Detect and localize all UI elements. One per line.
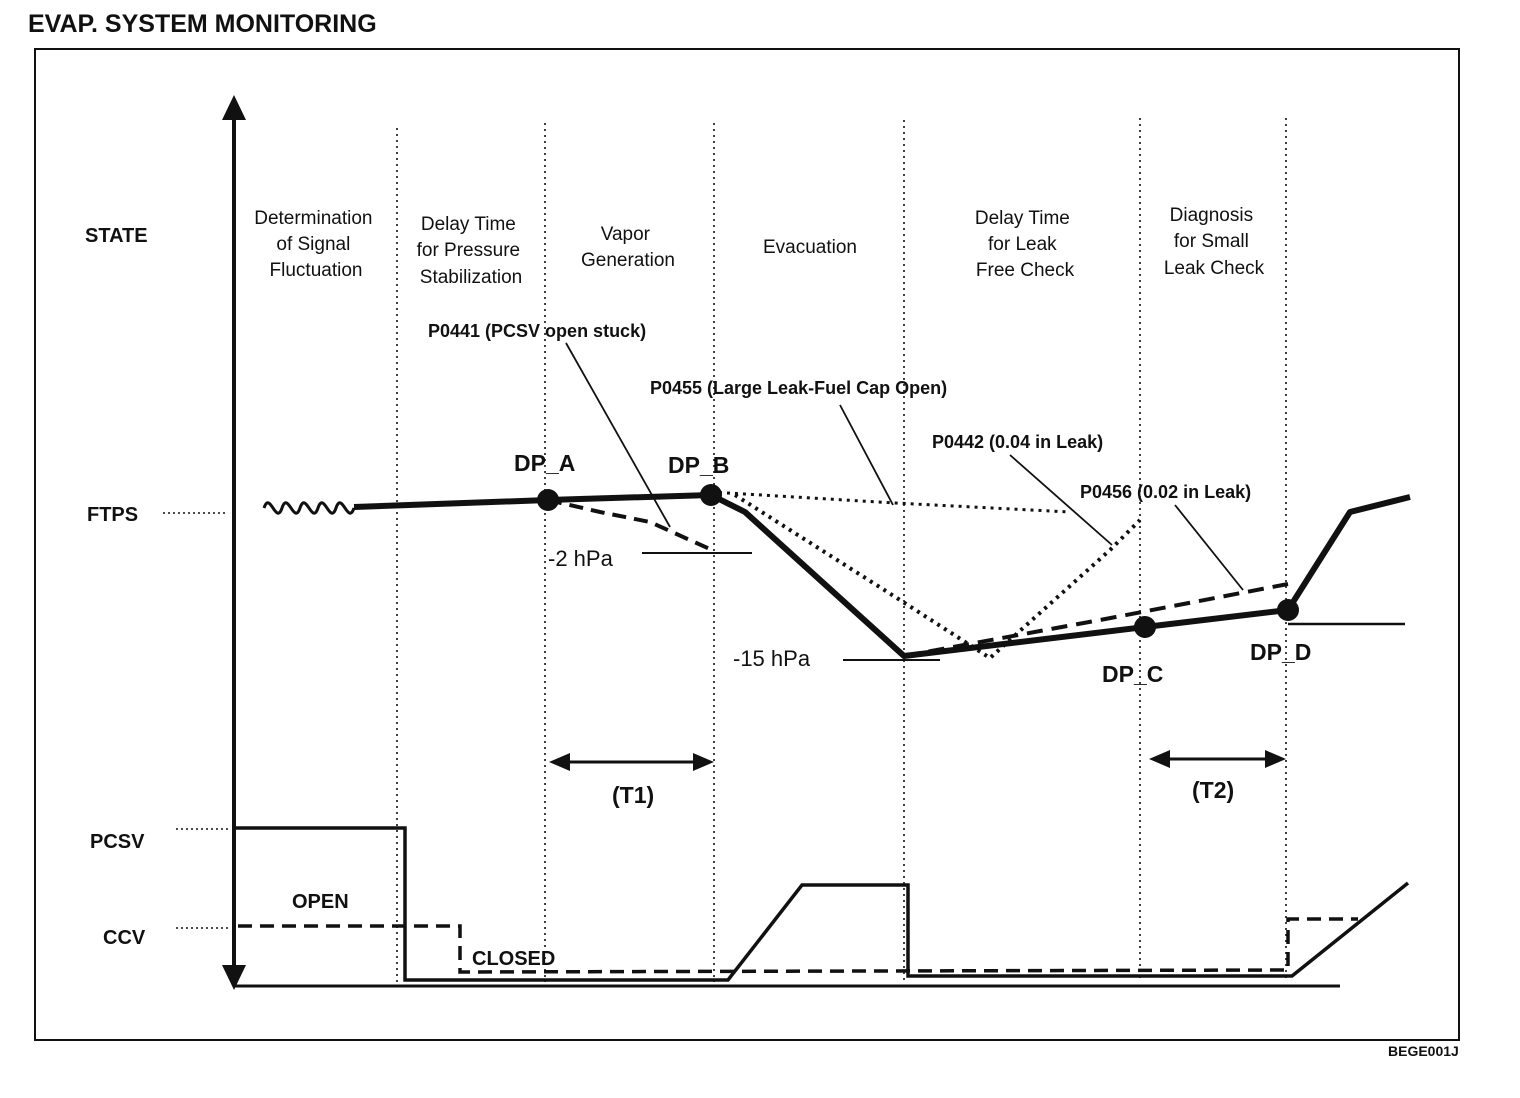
ccv-closed-label: CLOSED [472, 948, 556, 970]
pcsv-open-label: OPEN [292, 891, 349, 913]
phase-label-determination: Determination of Signal Fluctuation [254, 208, 373, 281]
code-p0442: P0442 (0.04 in Leak) [932, 432, 1104, 452]
diagram-title: EVAP. SYSTEM MONITORING [28, 10, 377, 38]
t1-interval-arrow [549, 753, 714, 771]
dp-c-marker [1134, 616, 1156, 638]
dp-c-label: DP_C [1102, 661, 1164, 687]
y-axis [222, 95, 246, 990]
dp-d-marker [1277, 599, 1299, 621]
diagram-frame [35, 49, 1459, 1040]
dp-d-label: DP_D [1250, 639, 1312, 665]
t1-label: (T1) [612, 782, 655, 808]
phase-label-vapor: Vapor Generation [580, 224, 676, 271]
dp-a-marker [537, 489, 559, 511]
pcsv-label: PCSV [90, 831, 145, 853]
phase-label-delay-leak: Delay Time for Leak Free Check [974, 208, 1075, 281]
pcsv-trace [236, 828, 1408, 980]
dp-b-marker [700, 484, 722, 506]
t2-arrow-left-icon [1149, 750, 1170, 768]
phase-label-evacuation: Evacuation [762, 237, 858, 258]
code-p0455: P0455 (Large Leak-Fuel Cap Open) [650, 378, 948, 398]
figure-code: BEGE001J [1388, 1043, 1459, 1059]
t1-arrow-right-icon [693, 753, 714, 771]
phase-labels [254, 205, 1264, 288]
p0456-leader [1175, 505, 1243, 590]
ccv-label: CCV [103, 927, 146, 949]
minus15-label: -15 hPa [733, 646, 811, 671]
t1-arrow-left-icon [549, 753, 570, 771]
dp-a-label: DP_A [514, 450, 576, 476]
y-axis-arrow-up-icon [222, 95, 246, 120]
ftps-label: FTPS [87, 504, 139, 526]
state-label: STATE [85, 225, 148, 247]
t2-interval-arrow [1149, 750, 1286, 768]
phase-label-small-leak: Diagnosis for Small Leak Check [1163, 205, 1265, 279]
ftps-main-trace [354, 495, 1410, 656]
p0441-dashed-trace [548, 500, 712, 550]
code-p0441: P0441 (PCSV open stuck) [428, 321, 647, 341]
phase-label-delay-pressure: Delay Time for Pressure Stabilization [416, 214, 523, 288]
p0455-leader [840, 405, 893, 505]
t2-label: (T2) [1192, 777, 1235, 803]
fluctuation-squiggle [264, 503, 354, 513]
code-p0456: P0456 (0.02 in Leak) [1080, 482, 1252, 502]
minus2-label: -2 hPa [548, 546, 613, 571]
dp-b-label: DP_B [668, 452, 730, 478]
t2-arrow-right-icon [1265, 750, 1286, 768]
p0456-dashed-trace [904, 584, 1288, 656]
